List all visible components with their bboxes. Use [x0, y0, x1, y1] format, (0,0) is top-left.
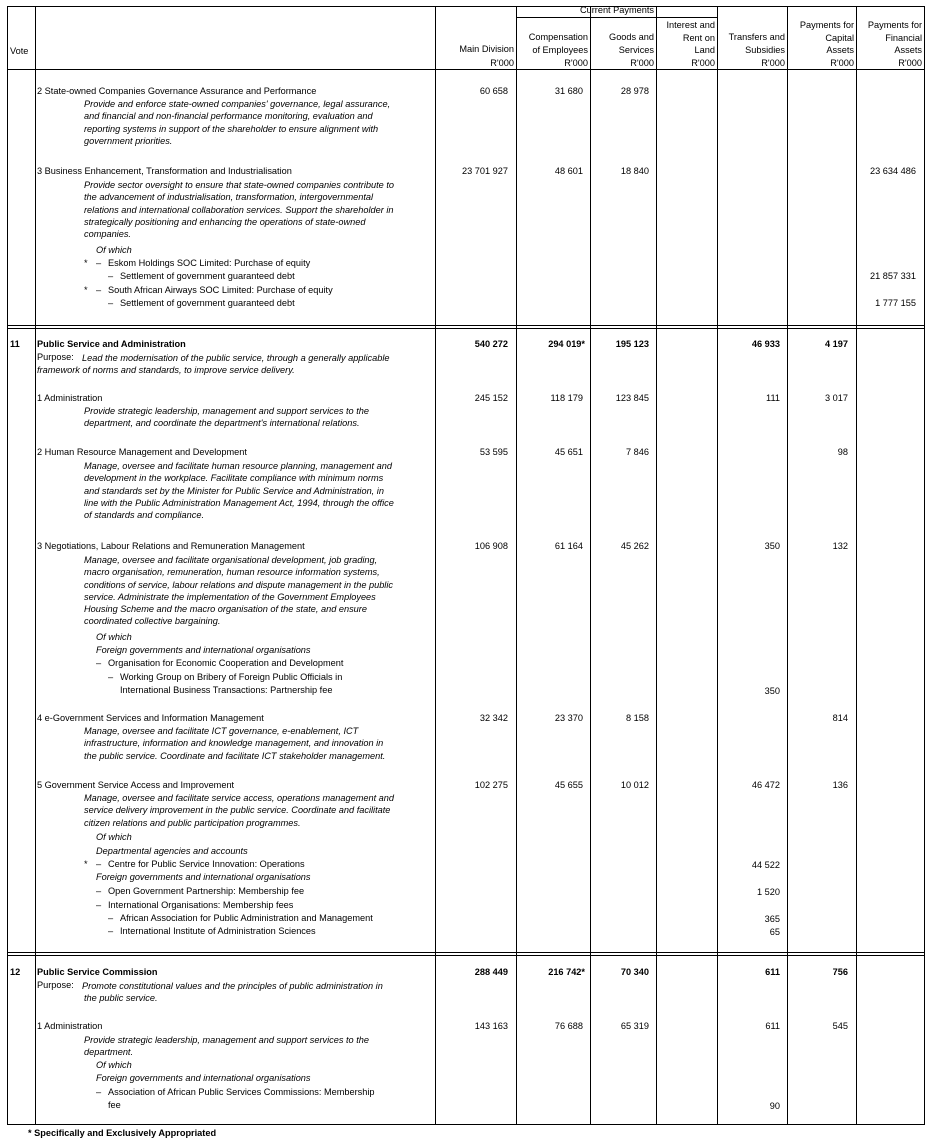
amount-financial: 1 777 155 [875, 298, 916, 308]
amount-goods: 10 012 [620, 780, 649, 790]
programme-description: Manage, oversee and facilitate service access, operations management and service delivery improvement in the public service. Coordinate and facilitate citizen relations and public participation programmes. [84, 793, 395, 828]
amount-goods: 28 978 [620, 86, 649, 96]
amount-comp: 76 688 [554, 1021, 583, 1031]
rule [7, 6, 8, 1124]
dash: – [108, 926, 114, 936]
amount-transfers: 65 [769, 927, 780, 937]
amount-transfers: 46 472 [751, 780, 780, 790]
amount-goods: 65 319 [620, 1021, 649, 1031]
capital-header: Payments for Capital Assets [799, 20, 854, 56]
amount-comp: 294 019* [548, 339, 585, 349]
programme-title: 4 e-Government Services and Information Management [37, 713, 264, 723]
sub-item: International Organisations: Membership fees [108, 900, 294, 910]
amount-transfers: 611 [765, 1021, 780, 1031]
amount-financial: 23 634 486 [870, 166, 916, 176]
amount-transfers: 44 522 [751, 860, 780, 870]
amount-comp: 23 370 [554, 713, 583, 723]
rule [7, 328, 925, 329]
rule [516, 17, 717, 18]
sub-item: Settlement of government guaranteed debt [120, 271, 295, 281]
amount-transfers: 350 [764, 686, 780, 696]
amount-comp: 118 179 [550, 393, 583, 403]
transfers-header: Transfers and Subsidies [728, 32, 785, 55]
sub-item: Settlement of government guaranteed debt [120, 298, 295, 308]
sub-category: Foreign governments and international organisations [96, 872, 311, 882]
purpose-label: Purpose: [37, 980, 74, 990]
amount-capital: 3 017 [825, 393, 848, 403]
dash: – [96, 886, 102, 896]
unit-label: R'000 [490, 58, 514, 68]
amount-goods: 8 158 [626, 713, 649, 723]
rule [7, 6, 925, 7]
of-which-label: Of which [96, 245, 132, 255]
unit-label: R'000 [564, 58, 588, 68]
interest-header: Interest and Rent on Land [666, 20, 715, 56]
sub-category: Departmental agencies and accounts [96, 846, 248, 856]
amount-main: 32 342 [479, 713, 508, 723]
rule [7, 955, 925, 956]
goods-header: Goods and Services [609, 32, 654, 55]
programme-title: 1 Administration [37, 393, 103, 403]
dash: – [96, 258, 102, 268]
current-payments-header: Current Payments [579, 5, 655, 15]
vote-number: 11 [10, 339, 20, 349]
dash: – [96, 658, 102, 668]
amount-transfers: 1 520 [757, 887, 780, 897]
amount-goods: 7 846 [626, 447, 649, 457]
dash: – [108, 913, 114, 923]
amount-capital: 4 197 [825, 339, 848, 349]
unit-label: R'000 [761, 58, 785, 68]
purpose-text: Lead the modernisation of the public service, through a generally applicable [82, 353, 390, 363]
programme-description: Manage, oversee and facilitate ICT governance, e-enablement, ICT infrastructure, information and knowledge management, and innovation in the public service. Coordinate and facilitate ICT stakeholder management. [84, 726, 386, 761]
amount-goods: 18 840 [620, 166, 649, 176]
amount-main: 23 701 927 [462, 166, 508, 176]
unit-label: R'000 [691, 58, 715, 68]
unit-label: R'000 [830, 58, 854, 68]
amount-main: 143 163 [474, 1021, 508, 1031]
vote-number: 12 [10, 967, 21, 977]
amount-main: 288 449 [474, 967, 508, 977]
rule [7, 325, 925, 326]
sub-item: Centre for Public Service Innovation: Operations [108, 859, 305, 869]
unit-label: R'000 [630, 58, 654, 68]
amount-main: 540 272 [474, 339, 508, 349]
rule [787, 6, 788, 1124]
amount-main: 102 275 [474, 780, 508, 790]
programme-title: 2 Human Resource Management and Development [37, 447, 247, 457]
amount-transfers: 350 [764, 541, 780, 551]
dash: – [96, 859, 102, 869]
amount-capital: 132 [832, 541, 848, 551]
sub-item: South African Airways SOC Limited: Purchase of equity [108, 285, 333, 295]
compensation-header: Compensation of Employees [528, 32, 588, 55]
programme-title: 3 Business Enhancement, Transformation and Industrialisation [37, 166, 292, 176]
dash: – [96, 1087, 102, 1097]
amount-transfers: 111 [766, 393, 780, 403]
appropriated-mark: * [84, 859, 88, 869]
amount-main: 106 908 [474, 541, 508, 551]
rule [717, 6, 718, 1124]
programme-title: 5 Government Service Access and Improvement [37, 780, 235, 790]
amount-transfers: 46 933 [751, 339, 780, 349]
dash: – [96, 900, 102, 910]
amount-main: 53 595 [479, 447, 508, 457]
vote-header: Vote [10, 46, 29, 56]
purpose-text: framework of norms and standards, to improve service delivery. [37, 365, 295, 375]
rule [924, 6, 925, 1124]
amount-comp: 216 742* [548, 967, 585, 977]
main-division-header: Main Division [459, 44, 514, 54]
programme-title: 1 Administration [37, 1021, 103, 1031]
of-which-label: Of which [96, 1060, 132, 1070]
programme-description: Provide and enforce state-owned companies' governance, legal assurance, and financial and non-financial performance monitoring, evaluation and reporting systems in support of the shareholder to ensure alignment with government priorities. [84, 99, 391, 146]
sub-item: Organisation for Economic Cooperation and Development [108, 658, 344, 668]
amount-transfers: 90 [769, 1101, 780, 1111]
sub-category: Foreign governments and international organisations [96, 645, 311, 655]
programme-description: Provide strategic leadership, management and support services to the department, and coordinate the department's international relations. [84, 406, 369, 429]
appropriated-mark: * [84, 258, 88, 268]
sub-item: International Business Transactions: Partnership fee [120, 685, 333, 695]
amount-main: 60 658 [479, 86, 508, 96]
amount-goods: 70 340 [620, 967, 649, 977]
sub-item: Open Government Partnership: Membership fee [108, 886, 305, 896]
amount-capital: 136 [832, 780, 848, 790]
amount-comp: 48 601 [554, 166, 583, 176]
amount-capital: 756 [832, 967, 848, 977]
amount-financial: 21 857 331 [870, 271, 916, 281]
amount-comp: 31 680 [554, 86, 583, 96]
amount-capital: 98 [837, 447, 848, 457]
of-which-label: Of which [96, 632, 132, 642]
sub-item: International Institute of Administration Sciences [120, 926, 316, 936]
programme-description: Manage, oversee and facilitate human resource planning, management and development in the workplace. Facilitate compliance with minimum norms and standards set by the Minister for Public Service and Administration, in line with the Public Administration Management Act, 1994, through the office of standards and compliance. [84, 461, 394, 521]
amount-comp: 45 655 [554, 780, 583, 790]
financial-header: Payments for Financial Assets [867, 20, 922, 56]
footnote: * Specifically and Exclusively Appropriated [28, 1128, 217, 1138]
amount-goods: 45 262 [620, 541, 649, 551]
amount-goods: 123 845 [615, 393, 649, 403]
programme-description: Provide sector oversight to ensure that state-owned companies contribute to the advancement of industrialisation, transformation, intergovernmental relations and international collaboration services. Support the shareholder in strategically positioning and enhancing the operations of state-owned companies. [84, 180, 394, 240]
amount-main: 245 152 [474, 393, 508, 403]
amount-comp: 61 164 [554, 541, 583, 551]
dash: – [96, 285, 102, 295]
purpose-label: Purpose: [37, 352, 74, 362]
dash: – [108, 298, 114, 308]
amount-capital: 814 [832, 713, 848, 723]
sub-item: fee [108, 1100, 121, 1110]
appropriated-mark: * [84, 285, 88, 295]
rule [35, 6, 36, 1124]
amount-transfers: 365 [764, 914, 780, 924]
sub-category: Foreign governments and international organisations [96, 1073, 311, 1083]
purpose-text: the public service. [84, 993, 158, 1003]
unit-label: R'000 [898, 58, 922, 68]
vote-title: Public Service and Administration [37, 339, 186, 349]
purpose-text: Promote constitutional values and the principles of public administration in [82, 981, 383, 991]
dash: – [108, 672, 114, 682]
amount-goods: 195 123 [615, 339, 649, 349]
sub-item: Association of African Public Services Commissions: Membership [108, 1087, 375, 1097]
sub-item: Eskom Holdings SOC Limited: Purchase of equity [108, 258, 311, 268]
rule [7, 1124, 925, 1125]
amount-transfers: 611 [765, 967, 780, 977]
rule [7, 952, 925, 953]
amount-capital: 545 [832, 1021, 848, 1031]
vote-title: Public Service Commission [37, 967, 158, 977]
sub-item: African Association for Public Administration and Management [120, 913, 373, 923]
rule [656, 6, 657, 1124]
dash: – [108, 271, 114, 281]
programme-title: 2 State-owned Companies Governance Assurance and Performance [37, 86, 317, 96]
of-which-label: Of which [96, 832, 132, 842]
sub-item: Working Group on Bribery of Foreign Public Officials in [120, 672, 343, 682]
programme-title: 3 Negotiations, Labour Relations and Remuneration Management [37, 541, 305, 551]
programme-description: Manage, oversee and facilitate organisational development, job grading, macro organisation, remuneration, human resource information systems, conditions of service, labour relations and dispute management in the public service. Administrate the implementation of the Government Employees Housing Scheme and the macro organisation of the state, and ensure coordinated collective bargaining. [84, 555, 393, 627]
amount-comp: 45 651 [554, 447, 583, 457]
programme-description: Provide strategic leadership, management and support services to the department. [84, 1035, 369, 1058]
